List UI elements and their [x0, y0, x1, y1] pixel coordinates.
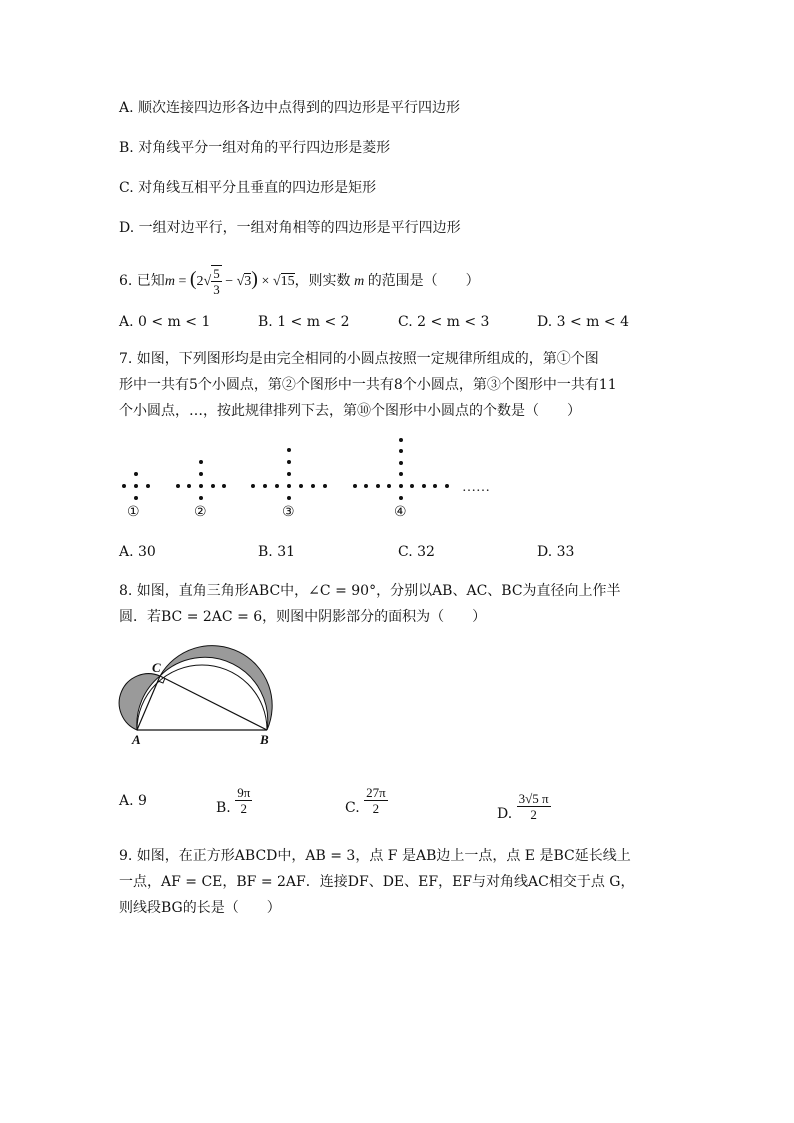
- q5-option-d: D. 一组对边平行，一组对角相等的四边形是平行四边形: [119, 220, 461, 236]
- dot: [199, 472, 203, 476]
- q7-stem: [119, 346, 679, 424]
- q6-option-a: A. 0 < m < 1: [119, 314, 211, 330]
- q7-figure-4: [353, 438, 449, 500]
- dot: [422, 484, 426, 488]
- q6-paren-close: ): [251, 268, 258, 290]
- q7-label-2: ②: [194, 504, 207, 520]
- q8-option-b-prefix: B.: [216, 800, 231, 816]
- dot: [376, 484, 380, 488]
- dot: [146, 484, 150, 488]
- q8-option-d-num: 3√5 π: [518, 791, 549, 806]
- q6-option-d: D. 3 < m < 4: [537, 314, 629, 330]
- dot: [176, 484, 180, 488]
- dot: [275, 484, 279, 488]
- dot: [287, 448, 291, 452]
- q6-frac-num: 5: [213, 266, 220, 281]
- q7-label-3: ③: [282, 504, 295, 520]
- dot: [251, 484, 255, 488]
- dot: [187, 484, 191, 488]
- q6-sqrt-sign-3: √: [272, 274, 281, 289]
- q5-option-a: A. 顺次连接四边形各边中点得到的四边形是平行四边形: [119, 100, 461, 116]
- dot: [399, 472, 403, 476]
- q6-sqrt-sign-2: √: [236, 274, 245, 289]
- q7-option-d: D. 33: [537, 544, 575, 560]
- dot: [399, 449, 403, 453]
- q8-stem: [119, 578, 679, 630]
- q8-option-b-fraction: [235, 785, 252, 816]
- q6-tail: ，则实数: [294, 273, 351, 289]
- q6-frac-den: 3: [213, 282, 220, 297]
- dot: [287, 484, 291, 488]
- q8-option-b: [216, 784, 252, 816]
- dot: [222, 484, 226, 488]
- q8-option-c: [345, 784, 388, 816]
- q8-label-a: A: [132, 732, 141, 747]
- dot: [399, 484, 403, 488]
- q8-label-c: C: [152, 660, 161, 675]
- q6-number: 6. 已知: [119, 273, 165, 289]
- q7-option-a: A. 30: [119, 544, 156, 560]
- q8-shaded-lune-ac: [119, 674, 160, 730]
- q9-stem: [119, 843, 679, 921]
- dot: [299, 484, 303, 488]
- dot: [122, 484, 126, 488]
- q6-paren-open: (: [189, 268, 197, 290]
- q7-line-3: 个小圆点，…，按此规律排列下去，第⑩个图形中小圆点的个数是（ ）: [119, 403, 581, 419]
- q6-formula-times: ×: [257, 274, 273, 289]
- q8-shaded-lune-bc: [160, 646, 272, 730]
- q6-sqrt-sign: √: [203, 274, 212, 289]
- q7-dot-pattern-figure: [110, 432, 510, 524]
- q8-option-c-num: 27π: [366, 785, 386, 800]
- dot: [353, 484, 357, 488]
- q8-option-b-num: 9π: [237, 785, 251, 800]
- q9-line-3: 则线段BG的长是（ ）: [119, 900, 281, 916]
- dot: [323, 484, 327, 488]
- q9-line-2: 一点，AF = CE，BF = 2AF．连接DF、DE、EF，EF与对角线AC相交于点 G，: [119, 874, 635, 890]
- q8-option-a: A. 9: [119, 793, 147, 809]
- q8-option-d-den: 2: [530, 807, 537, 822]
- q8-semicircle-figure: [112, 638, 284, 750]
- q7-ellipsis: ……: [462, 480, 490, 495]
- q6-formula-m: m: [164, 274, 175, 289]
- q7-figure-3: [251, 448, 327, 500]
- q6-root15: 15: [280, 274, 295, 289]
- q8-option-d-prefix: D.: [497, 806, 513, 822]
- q8-line-2: 圆．若BC = 2AC = 6，则图中阴影部分的面积为（ ）: [119, 609, 487, 625]
- dot: [399, 438, 403, 442]
- q6-formula-eq: =: [174, 274, 190, 289]
- q7-line-1: 7. 如图，下列图形均是由完全相同的小圆点按照一定规律所组成的，第①个图: [119, 351, 599, 367]
- dot: [387, 484, 391, 488]
- q8-option-c-den: 2: [372, 801, 380, 816]
- dot: [199, 460, 203, 464]
- dot: [410, 484, 414, 488]
- dot: [199, 496, 203, 500]
- dot: [134, 496, 138, 500]
- q7-figure-2: [176, 460, 226, 500]
- dot: [287, 460, 291, 464]
- dot: [134, 472, 138, 476]
- q7-line-2: 形中一共有5个小圆点，第②个图形中一共有8个小圆点，第③个图形中一共有11: [119, 377, 617, 393]
- q7-option-c: C. 32: [398, 544, 435, 560]
- q9-line-1: 9. 如图，在正方形ABCD中，AB = 3，点 F 是AB边上一点，点 E 是BC延长线上: [119, 848, 631, 864]
- dot: [287, 472, 291, 476]
- q8-option-d: [497, 784, 551, 822]
- dot: [445, 484, 449, 488]
- q6-tail-m: m: [350, 274, 368, 289]
- dot: [134, 484, 138, 488]
- q7-label-4: ④: [394, 504, 407, 520]
- q6-stem: [119, 262, 480, 296]
- q5-option-b: B. 对角线平分一组对角的平行四边形是菱形: [119, 140, 391, 156]
- q7-figure-1: [122, 472, 150, 500]
- q8-option-c-fraction: [364, 785, 388, 816]
- dot: [364, 484, 368, 488]
- q6-formula-minus: −: [221, 274, 237, 289]
- q6-formula-two: 2: [196, 274, 204, 289]
- q6-tail2: 的范围是（ ）: [367, 273, 480, 289]
- q5-option-c: C. 对角线互相平分且垂直的四边形是矩形: [119, 180, 377, 196]
- q6-sqrt-fraction: [211, 265, 222, 297]
- dot: [287, 496, 291, 500]
- dot: [311, 484, 315, 488]
- q8-side-bc: [160, 676, 267, 730]
- q7-option-b: B. 31: [258, 544, 296, 560]
- dot: [199, 484, 203, 488]
- dot: [399, 496, 403, 500]
- q8-option-b-den: 2: [240, 801, 247, 816]
- q6-option-b: B. 1 < m < 2: [258, 314, 350, 330]
- q8-label-b: B: [260, 732, 269, 747]
- q8-option-c-prefix: C.: [345, 800, 360, 816]
- dot: [433, 484, 437, 488]
- dot: [263, 484, 267, 488]
- q8-line-1: 8. 如图，直角三角形ABC中，∠C = 90°，分别以AB、AC、BC为直径向上作半: [119, 583, 621, 599]
- q6-option-c: C. 2 < m < 3: [398, 314, 490, 330]
- dot: [399, 461, 403, 465]
- q6-root3: 3: [244, 274, 252, 289]
- q7-label-1: ①: [127, 504, 140, 520]
- q8-option-d-fraction: [517, 791, 551, 822]
- dot: [211, 484, 215, 488]
